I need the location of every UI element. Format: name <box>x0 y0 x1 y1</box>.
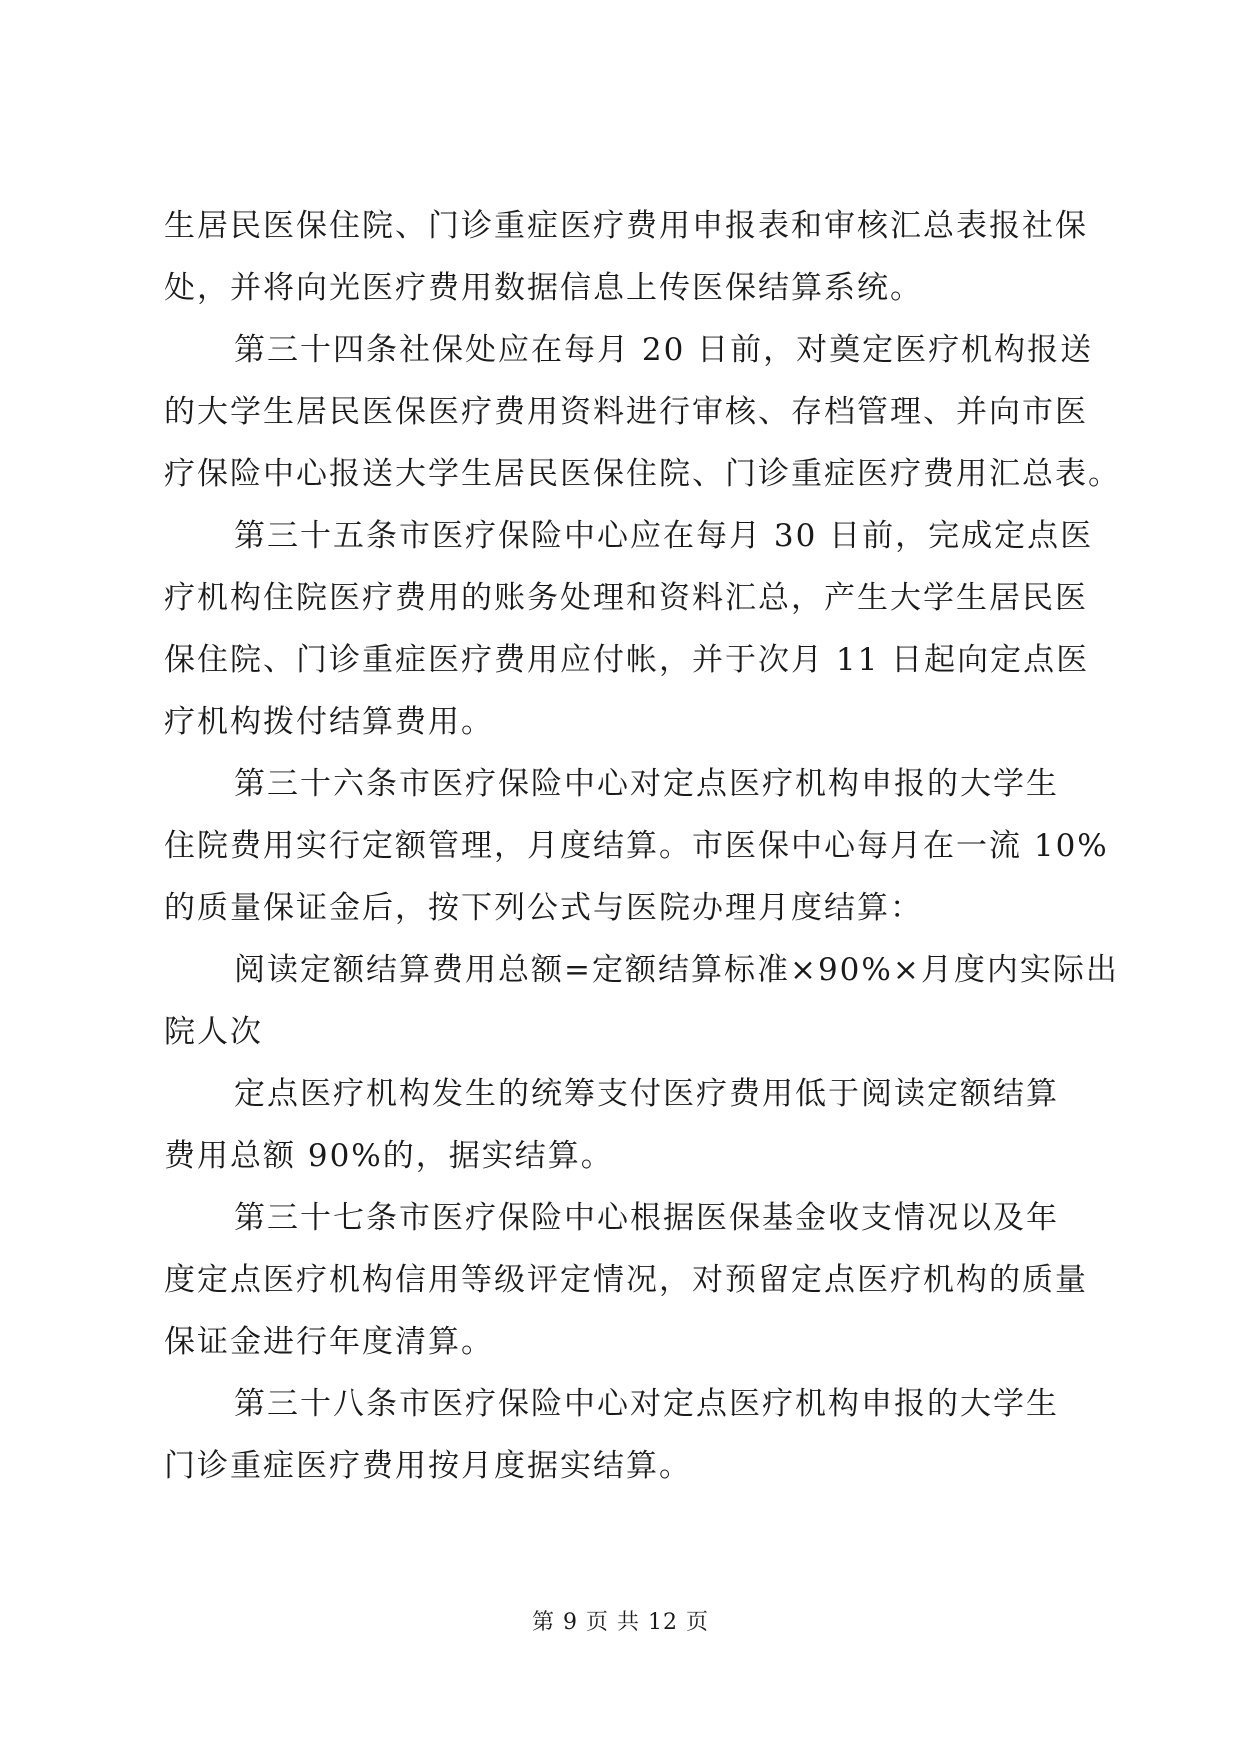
text-line: 的大学生居民医保医疗费用资料进行审核、存档管理、并向市医 <box>164 394 1088 430</box>
text-line: 第三十八条市医疗保险中心对定点医疗机构申报的大学生 <box>234 1386 1059 1422</box>
text-line: 门诊重症医疗费用按月度据实结算。 <box>164 1448 692 1484</box>
text-line: 第三十四条社保处应在每月 20 日前，对奠定医疗机构报送 <box>234 332 1094 368</box>
text-line: 疗保险中心报送大学生居民医保住院、门诊重症医疗费用汇总表。 <box>164 456 1121 492</box>
text-line: 院人次 <box>164 1014 263 1050</box>
text-line: 生居民医保住院、门诊重症医疗费用申报表和审核汇总表报社保 <box>164 208 1088 244</box>
text-line: 疗机构拨付结算费用。 <box>164 704 494 740</box>
text-line: 阅读定额结算费用总额=定额结算标准×90%×月度内实际出 <box>234 952 1119 988</box>
text-line: 度定点医疗机构信用等级评定情况，对预留定点医疗机构的质量 <box>164 1262 1088 1298</box>
text-line: 处，并将向光医疗费用数据信息上传医保结算系统。 <box>164 270 923 306</box>
text-line: 定点医疗机构发生的统筹支付医疗费用低于阅读定额结算 <box>234 1076 1059 1112</box>
text-line: 疗机构住院医疗费用的账务处理和资料汇总，产生大学生居民医 <box>164 580 1088 616</box>
text-line: 第三十六条市医疗保险中心对定点医疗机构申报的大学生 <box>234 766 1059 802</box>
text-line: 保住院、门诊重症医疗费用应付帐，并于次月 11 日起向定点医 <box>164 642 1090 678</box>
text-line: 住院费用实行定额管理，月度结算。市医保中心每月在一流 10% <box>164 828 1109 864</box>
text-line: 的质量保证金后，按下列公式与医院办理月度结算： <box>164 890 923 926</box>
text-line: 第三十七条市医疗保险中心根据医保基金收支情况以及年 <box>234 1200 1059 1236</box>
text-line: 费用总额 90%的，据实结算。 <box>164 1138 614 1174</box>
text-line: 保证金进行年度清算。 <box>164 1324 494 1360</box>
page-number-footer: 第 9 页 共 12 页 <box>532 1610 709 1635</box>
text-line: 第三十五条市医疗保险中心应在每月 30 日前，完成定点医 <box>234 518 1094 554</box>
